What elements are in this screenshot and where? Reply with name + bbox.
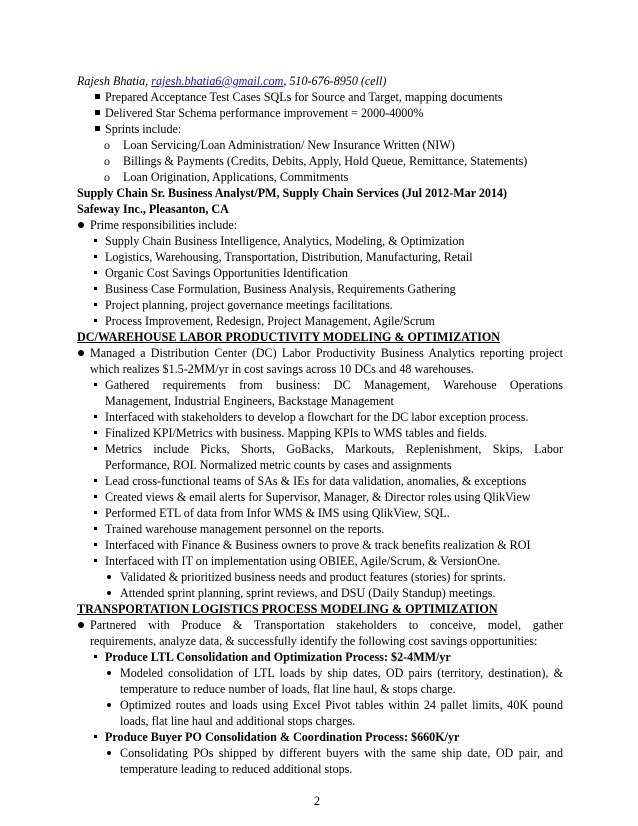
list-item-continued: Management, Industrial Engineers, Backstage Management <box>105 394 394 408</box>
list-item: Logistics, Warehousing, Transportation, Distribution, Manufacturing, Retail <box>105 250 473 264</box>
small-square-bullet-icon <box>94 735 97 738</box>
sub-list-item: Validated & prioritized business needs and product features (stories) for sprints. <box>120 570 506 584</box>
small-square-bullet-icon <box>94 319 97 322</box>
square-bullet-icon <box>95 126 100 131</box>
section-intro: requirements, analyze data, & successfully identify the following cost savings opportunities: <box>90 634 538 648</box>
round-bullet-icon <box>78 350 84 356</box>
section-intro: Partnered with Produce & Transportation stakeholders to conceive, model, gather <box>90 618 563 632</box>
sub-list-item: Modeled consolidation of LTL loads by ship dates, OD pairs (territory, destination), & <box>120 666 563 680</box>
circle-bullet-icon: o <box>104 170 110 184</box>
small-square-bullet-icon <box>94 511 97 514</box>
list-item: Business Case Formulation, Business Analysis, Requirements Gathering <box>105 282 456 296</box>
list-item: Billings & Payments (Credits, Debits, Apply, Hold Queue, Remittance, Statements) <box>123 154 528 168</box>
circle-bullet-icon: o <box>104 138 110 152</box>
list-item: Created views & email alerts for Supervisor, Manager, & Director roles using QlikView <box>105 490 531 504</box>
email-link[interactable]: rajesh.bhatia6@gmail.com <box>151 74 284 88</box>
small-square-bullet-icon <box>94 559 97 562</box>
list-item: Gathered requirements from business: DC Management, Warehouse Operations <box>105 378 563 392</box>
small-round-bullet-icon <box>107 671 111 675</box>
list-item: Organic Cost Savings Opportunities Identification <box>105 266 348 280</box>
small-square-bullet-icon <box>94 495 97 498</box>
contact-name: Rajesh Bhatia, <box>77 74 149 88</box>
square-bullet-icon <box>95 110 100 115</box>
small-square-bullet-icon <box>94 415 97 418</box>
small-square-bullet-icon <box>94 431 97 434</box>
list-item: Sprints include: <box>105 122 182 136</box>
list-item: Trained warehouse management personnel on the reports. <box>105 522 385 536</box>
small-square-bullet-icon <box>94 543 97 546</box>
small-square-bullet-icon <box>94 527 97 530</box>
sub-list-item: Consolidating POs shipped by different buyers with the same ship date, OD pair, and <box>120 746 563 760</box>
list-item: Process Improvement, Redesign, Project Management, Agile/Scrum <box>105 314 435 328</box>
list-item-continued: Performance, ROI. Normalized metric counts by cases and assignments <box>105 458 452 472</box>
contact-line <box>77 73 386 89</box>
page-number: 2 <box>314 794 321 808</box>
subsection-heading: Produce Buyer PO Consolidation & Coordination Process: $660K/yr <box>105 730 460 744</box>
sub-list-item-continued: loads, flat line haul and additional stops charges. <box>120 714 356 728</box>
list-item: Metrics include Picks, Shorts, GoBacks, Markouts, Replenishment, Skips, Labor <box>105 442 563 456</box>
small-square-bullet-icon <box>94 447 97 450</box>
list-item: Delivered Star Schema performance improvement = 2000-4000% <box>105 106 424 120</box>
sub-list-item: Optimized routes and loads using Excel Pivot tables within 24 pallet limits, 40K pound <box>120 698 563 712</box>
list-item: Interfaced with IT on implementation using OBIEE, Agile/Scrum, & VersionOne. <box>105 554 501 568</box>
small-round-bullet-icon <box>107 591 111 595</box>
list-item: Prepared Acceptance Test Cases SQLs for Source and Target, mapping documents <box>105 90 503 104</box>
round-bullet-icon <box>78 622 84 628</box>
square-bullet-icon <box>95 94 100 99</box>
circle-bullet-icon: o <box>104 154 110 168</box>
list-item: Finalized KPI/Metrics with business. Mapping KPIs to WMS tables and fields. <box>105 426 488 440</box>
section-intro: Managed a Distribution Center (DC) Labor Productivity Business Analytics reporting project <box>90 346 563 360</box>
list-item: Supply Chain Business Intelligence, Analytics, Modeling, & Optimization <box>105 234 465 248</box>
list-item: Interfaced with stakeholders to develop a flowchart for the DC labor exception process. <box>105 410 529 424</box>
sub-list-item: Attended sprint planning, sprint reviews, and DSU (Daily Standup) meetings. <box>120 586 496 600</box>
small-square-bullet-icon <box>94 255 97 258</box>
small-square-bullet-icon <box>94 287 97 290</box>
small-round-bullet-icon <box>107 575 111 579</box>
list-item: Lead cross-functional teams of SAs & IEs for data validation, anomalies, & exceptions <box>105 474 527 488</box>
section-heading: TRANSPORTATION LOGISTICS PROCESS MODELING & OPTIMIZATION <box>77 602 498 616</box>
small-round-bullet-icon <box>107 703 111 707</box>
list-item: Performed ETL of data from Infor WMS & IMS using QlikView, SQL. <box>105 506 450 520</box>
small-square-bullet-icon <box>94 239 97 242</box>
list-item: Loan Origination, Applications, Commitments <box>123 170 349 184</box>
sub-list-item-continued: temperature to reduce number of loads, flat line haul, & stops charge. <box>120 682 456 696</box>
small-square-bullet-icon <box>94 655 97 658</box>
small-square-bullet-icon <box>94 271 97 274</box>
list-item: Loan Servicing/Loan Administration/ New Insurance Written (NIW) <box>123 138 455 152</box>
small-round-bullet-icon <box>107 751 111 755</box>
job-company: Safeway Inc., Pleasanton, CA <box>77 202 229 216</box>
round-bullet-icon <box>78 222 84 228</box>
responsibilities-label: Prime responsibilities include: <box>90 218 238 232</box>
small-square-bullet-icon <box>94 383 97 386</box>
list-item: Project planning, project governance meetings facilitations. <box>105 298 393 312</box>
contact-phone: , 510-676-8950 (cell) <box>283 74 387 88</box>
subsection-heading: Produce LTL Consolidation and Optimization Process: $2-4MM/yr <box>105 650 451 664</box>
small-square-bullet-icon <box>94 303 97 306</box>
sub-list-item-continued: temperature leading to reduced additional stops. <box>120 762 353 776</box>
small-square-bullet-icon <box>94 479 97 482</box>
section-heading: DC/WAREHOUSE LABOR PRODUCTIVITY MODELING & OPTIMIZATION <box>77 330 500 344</box>
job-title: Supply Chain Sr. Business Analyst/PM, Supply Chain Services (Jul 2012-Mar 2014) <box>77 186 508 200</box>
section-intro: which realizes $1.5-2MM/yr in cost savings across 10 DCs and 48 warehouses. <box>90 362 474 376</box>
list-item: Interfaced with Finance & Business owners to prove & track benefits realization & ROI <box>105 538 531 552</box>
